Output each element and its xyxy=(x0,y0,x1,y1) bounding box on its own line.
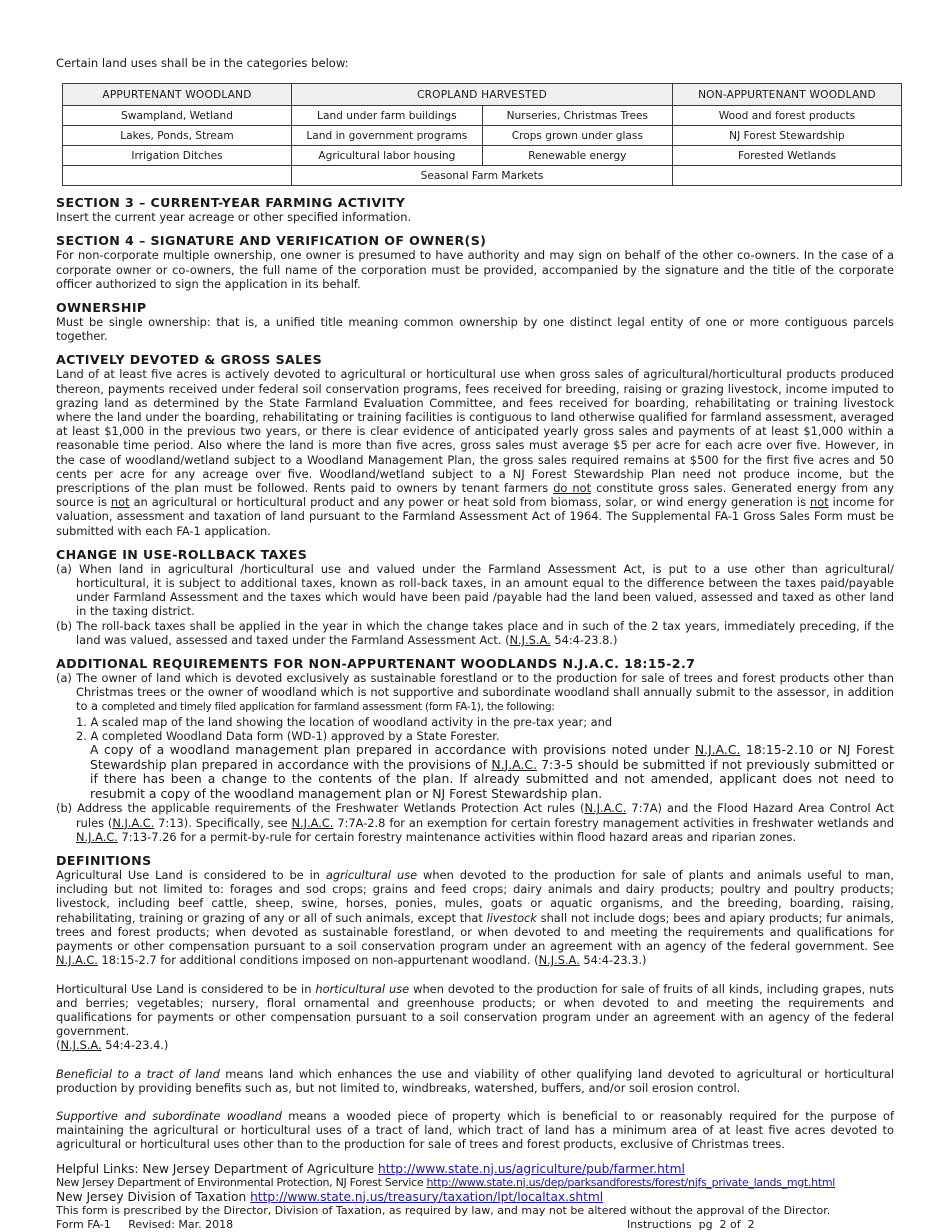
citation: N.J.A.C. xyxy=(112,815,155,830)
header-appurtenant-woodland: APPURTENANT WOODLAND xyxy=(63,84,292,106)
header-non-appurtenant-woodland: NON-APPURTENANT WOODLAND xyxy=(672,84,901,106)
table-cell: Renewable energy xyxy=(482,146,672,166)
emphasis-underline: not xyxy=(810,495,829,510)
defined-term: horticultural use xyxy=(315,981,410,996)
defined-term: Beneficial to a tract of land xyxy=(56,1066,220,1081)
table-row xyxy=(63,146,902,166)
helpful-links xyxy=(56,1162,894,1204)
citation: N.J.S.A. xyxy=(538,953,580,968)
text-run: (a) The owner of land which is devoted exclusively as sustainable forestland or to the production for sale of trees and forest products other than Christmas trees or the owner of woodland which is not supportive and subordinate woodland shall annually submit to the assessor, in addition to a xyxy=(56,671,894,714)
instructions-page xyxy=(56,56,894,1232)
table-cell: Irrigation Ditches xyxy=(63,146,292,166)
text-run: completed and timely filed application for farmland assessment (form FA-1), the following: xyxy=(101,701,555,714)
rollback-item-b xyxy=(56,619,894,647)
footer-row xyxy=(56,1218,894,1232)
rollback-item-a: (a) When land in agricultural /horticultural use and valued under the Farmland Assessment Act, is put to a use other than agricultural/ horticultural, it is subject to additional taxes, known as roll-back taxes, in an amount equal to the difference between the taxes paid/payable under Farmland Assessment and the taxes which would have been paid /payable had the land been valued, assessed and taxed as other land in the taxing district. xyxy=(56,561,894,619)
text-run: 18:15-2.7 for additional conditions imposed on non-appurtenant woodland. ( xyxy=(97,953,539,968)
text-run: when devoted to the production for sale of fruits of all kinds, including grapes, nuts and berries; vegetables; nursery, floral ornamental and greenhouse products; or when devoted to and meeting the requirements and qualifications for payments or other compensation pursuant to a soil conservation program under an agreement with an agency of the federal government. xyxy=(56,981,894,1039)
rollback-section xyxy=(56,547,894,647)
text-run: 7:7A-2.8 for an exemption for certain forestry management activities in freshwater wetlands and xyxy=(333,815,894,830)
citation: N.J.A.C. xyxy=(694,742,741,758)
ownership-section xyxy=(56,300,894,343)
additional-subitem-1: 1. A scaled map of the land showing the location of woodland activity in the pre-tax year; and xyxy=(76,714,613,729)
citation: N.J.S.A. xyxy=(60,1038,102,1053)
actively-devoted-section xyxy=(56,352,894,537)
form-revision: Form FA-1 Revised: Mar. 2018 xyxy=(56,1217,234,1231)
text-run: shall not include dogs; bees and apiary products; fur animals, trees and forest products; when devoted as sustainable forestland, or when devoted to and meeting the requirements and qualifications for payments or other compensation pursuant to a soil conservation program under an agreement with an agency of the federal government. See xyxy=(56,910,895,954)
text-run: Horticultural Use Land is considered to be in xyxy=(56,981,316,996)
table-cell: Swampland, Wetland xyxy=(63,106,292,126)
text-run: 7:13-7.26 for a permit-by-rule for certain forestry maintenance activities within flood hazard areas and riparian zones. xyxy=(117,829,797,844)
beneficial-definition xyxy=(56,1067,894,1095)
supportive-woodland-definition xyxy=(56,1109,894,1152)
additional-item-b xyxy=(56,801,894,844)
ownership-heading: OWNERSHIP xyxy=(56,300,147,316)
table-cell: Nurseries, Christmas Trees xyxy=(482,106,672,126)
table-cell: Seasonal Farm Markets xyxy=(292,166,673,186)
table-cell: NJ Forest Stewardship xyxy=(672,126,901,146)
footer-notice: This form is prescribed by the Director, Division of Taxation, as required by law, and may not be altered without the approval of the Director. xyxy=(56,1203,831,1217)
citation: N.J.A.C. xyxy=(491,756,537,772)
text-run: Land of at least five acres is actively devoted to agricultural or horticultural use when gross sales of agricultural/horticultural products produced thereon, payments received under federal soil conservation programs, fees received for breeding, raising or grazing livestock, income imputed to grazing land as determined by the State Farmland Evaluation Committee, and fees received for boarding, rehabilitating or training livestock where the land under the boarding, rehabilitating or training facilities is contiguous to land otherwise qualified for farmland assessment, averaged at least $1,000 in the previous two years, or there is clear evidence of anticipated yearly gross sales and payments of at least $1,000 within a reasonable time period. Also where the land is more than five acres, gross sales must average $5 per acre for each acre over five. However, in the case of woodland/wetland subject to a Woodland Management Plan, the gross sales required remains at $500 for the first five acres and 50 cents per acre for any acreage over five. Woodland/wetland subject to a NJ Forest Stewardship Plan need not produce income, but the prescriptions of the plan must be followed. Rents paid to owners by tenant farmers xyxy=(56,367,894,496)
citation: N.J.A.C. xyxy=(56,953,98,968)
table-cell: Forested Wetlands xyxy=(672,146,901,166)
link-label: Helpful Links: New Jersey Department of Agriculture xyxy=(56,1161,378,1176)
text-run: means land which enhances the use and viability of other qualifying land devoted to agricultural or horticultural production by providing benefits such as, but not limited to, windbreaks, watershed, buffers, and/or soil erosion control. xyxy=(56,1066,894,1095)
section-4-heading: SECTION 4 – SIGNATURE AND VERIFICATION OF OWNER(S) xyxy=(56,233,487,249)
page-number: Instructions pg 2 of 2 xyxy=(627,1217,755,1231)
link-label: New Jersey Department of Environmental Protection, NJ Forest Service xyxy=(56,1175,427,1189)
text-run: 18:15-2.10 or NJ Forest Stewardship plan prepared in accordance with the provisions of xyxy=(90,742,894,772)
definitions-section xyxy=(56,853,894,1151)
header-cropland-harvested: CROPLAND HARVESTED xyxy=(292,84,673,106)
link-row-agriculture xyxy=(56,1162,894,1176)
table-cell-empty xyxy=(63,166,292,186)
management-plan-text xyxy=(56,743,894,801)
definitions-heading: DEFINITIONS xyxy=(56,853,152,869)
text-run: A copy of a woodland management plan prepared in accordance with provisions noted under xyxy=(90,742,695,758)
table-row xyxy=(63,126,902,146)
text-run: 54:4-23.8.) xyxy=(550,632,618,647)
text-run: (b) The roll-back taxes shall be applied in the year in which the change takes place and in such of the 2 tax years, immediately preceding, if the land was valued, assessed and taxed under the Farmland Assessment Act. ( xyxy=(56,618,894,647)
text-run: constitute gross sales. Generated energy from any source is xyxy=(56,481,895,510)
text-run: 7:13). Specifically, see xyxy=(154,815,292,830)
actively-devoted-heading: ACTIVELY DEVOTED & GROSS SALES xyxy=(56,352,323,368)
text-run: an agricultural or horticultural product and any power or heat sold from biomass, solar, or wind energy generation is xyxy=(129,495,810,510)
text-run: when devoted to the production for sale of plants and animals useful to man, including but not limited to: forages and sod crops; grains and feed crops; dairy animals and dairy products; poultry and poultry products; livestock, including beef cattle, sheep, swine, horses, ponies, mules, goats or aquatic organisms, and the breeding, boarding, raising, rehabilitating, training or grazing of any or all of such animals, except that xyxy=(56,868,894,925)
table-row xyxy=(63,106,902,126)
text-run: ( xyxy=(56,1038,61,1053)
additional-requirements-heading: ADDITIONAL REQUIREMENTS FOR NON-APPURTENANT WOODLANDS N.J.A.C. 18:15-2.7 xyxy=(56,656,696,672)
emphasis-underline: do not xyxy=(553,481,592,496)
table-cell: Crops grown under glass xyxy=(482,126,672,146)
citation: N.J.A.C. xyxy=(584,801,627,816)
link-row-taxation xyxy=(56,1190,894,1204)
citation: N.J.S.A. xyxy=(509,632,551,647)
table-header-row xyxy=(63,84,902,106)
defined-term: agricultural use xyxy=(325,868,418,883)
citation: N.J.A.C. xyxy=(291,815,334,830)
text-run: income for valuation, assessment and taxation of land pursuant to the Farmland Assessment Act of 1964. The Supplemental FA-1 Gross Sales Form must be submitted with each FA-1 application. xyxy=(56,495,894,538)
text-run: 54:4-23.4.) xyxy=(101,1038,169,1053)
defined-term: Supportive and subordinate woodland xyxy=(56,1108,282,1123)
additional-subitem-2: 2. A completed Woodland Data form (WD-1) approved by a State Forester. xyxy=(76,728,500,743)
agricultural-use-definition xyxy=(56,868,894,967)
horticultural-use-definition xyxy=(56,982,894,1053)
text-run: (b) Address the applicable requirements of the Freshwater Wetlands Protection Act rules ( xyxy=(56,801,585,816)
table-cell: Land in government programs xyxy=(292,126,483,146)
section-4-text: For non-corporate multiple ownership, one owner is presumed to have authority and may sign on behalf of the other co-owners. In the case of a corporate owner or co-owners, the full name of the corporation must be provided, accompanied by the signature and the title of the corporate officer authorized to sign the application in its behalf. xyxy=(56,248,894,291)
table-row xyxy=(63,166,902,186)
section-4 xyxy=(56,233,894,291)
emphasis-underline: not xyxy=(110,495,130,510)
link-row-dep xyxy=(56,1176,894,1190)
section-3 xyxy=(56,195,894,224)
text-run: means a wooded piece of property which is beneficial to or reasonably required for the purpose of maintaining the agricultural or horticultural uses of a tract of land, which tract of land has a minimum area of at least five acres devoted to agricultural or horticultural uses other than to the production for sale of trees and forest products, exclusive of Christmas trees. xyxy=(56,1108,895,1152)
land-use-categories-table xyxy=(62,83,902,186)
agriculture-link[interactable]: http://www.state.nj.us/agriculture/pub/farmer.html xyxy=(378,1161,685,1176)
citation: N.J.A.C. xyxy=(76,829,118,844)
text-run: 7:7A) and the Flood Hazard Area Control Act rules ( xyxy=(76,801,895,830)
defined-term: livestock xyxy=(486,910,537,925)
section-3-heading: SECTION 3 – CURRENT-YEAR FARMING ACTIVITY xyxy=(56,195,406,211)
table-cell: Wood and forest products xyxy=(672,106,901,126)
section-3-text: Insert the current year acreage or other specified information. xyxy=(56,210,412,225)
table-cell: Lakes, Ponds, Stream xyxy=(63,126,292,146)
additional-item-a xyxy=(56,671,894,715)
forest-service-link[interactable]: http://www.state.nj.us/dep/parksandforests/forest/njfs_private_lands_mgt.html xyxy=(426,1175,835,1189)
additional-requirements-section xyxy=(56,656,894,844)
ownership-text: Must be single ownership: that is, a unified title meaning common ownership by one distinct legal entity of one or more contiguous parcels together. xyxy=(56,315,894,344)
text-run: Agricultural Use Land is considered to be in xyxy=(56,868,326,883)
actively-devoted-text xyxy=(56,367,894,537)
table-cell: Agricultural labor housing xyxy=(292,146,483,166)
taxation-link[interactable]: http://www.state.nj.us/treasury/taxation/lpt/localtax.shtml xyxy=(250,1189,604,1204)
rollback-heading: CHANGE IN USE-ROLLBACK TAXES xyxy=(56,546,308,562)
text-run: 7:3-5 should be submitted if not previously submitted or if there has been a change to the contents of the plan. If already submitted and not amended, applicant does not need to resubmit a copy of the woodland management plan or NJ Forest Stewardship plan. xyxy=(90,756,894,801)
table-cell: Land under farm buildings xyxy=(292,106,483,126)
text-run: 54:4-23.3.) xyxy=(579,953,647,968)
link-label: New Jersey Division of Taxation xyxy=(56,1189,251,1204)
intro-text: Certain land uses shall be in the categories below: xyxy=(56,56,349,70)
table-cell-empty xyxy=(672,166,901,186)
